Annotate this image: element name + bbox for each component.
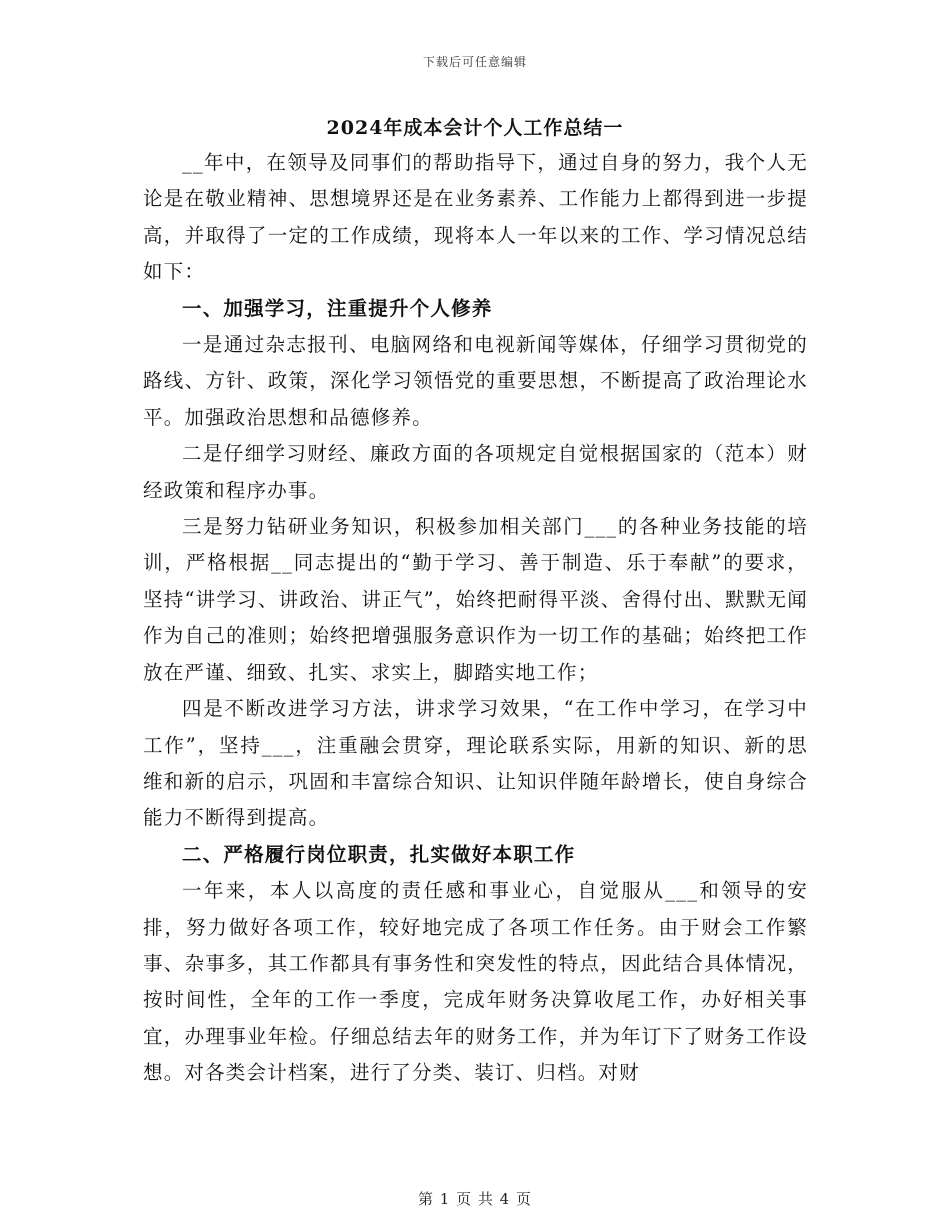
page-number: 第 1 页 共 4 页 [418, 1190, 532, 1208]
paragraph-study-2: 二是仔细学习财经、廉政方面的各项规定自觉根据国家的（范本）财经政策和程序办事。 [143, 442, 808, 502]
section-heading-1: 一、加强学习，注重提升个人修养 [182, 296, 493, 320]
paragraph-study-1: 一是通过杂志报刊、电脑网络和电视新闻等媒体，仔细学习贯彻党的路线、方针、政策，深化学习领悟党的重要思想，不断提高了政治理论水平。加强政治思想和品德修养。 [143, 333, 808, 429]
intro-paragraph: __年中，在领导及同事们的帮助指导下，通过自身的努力，我个人无论是在敬业精神、思想境界还是在业务素养、工作能力上都得到进一步提高，并取得了一定的工作成绩，现将本人一年以来的工作、学习情况总结如下： [143, 151, 808, 284]
paragraph-duties: 一年来，本人以高度的责任感和事业心，自觉服从___和领导的安排，努力做好各项工作，较好地完成了各项工作任务。由于财会工作繁事、杂事多，其工作都具有事务性和突发性的特点，因此结合具体情况，按时间性，全年的工作一季度，完成年财务决算收尾工作，办好相关事宜，办理事业年检。仔细总结去年的财务工作，并为年订下了财务工作设想。对各类会计档案，进行了分类、装订、归档。对财 [143, 879, 808, 1085]
page-header-note: 下载后可任意编辑 [422, 55, 527, 69]
paragraph-study-4: 四是不断改进学习方法，讲求学习效果，“在工作中学习，在学习中工作”，坚持___，注重融会贯穿，理论联系实际，用新的知识、新的思维和新的启示，巩固和丰富综合知识、让知识伴随年龄增长，使自身综合能力不断得到提高。 [143, 697, 808, 830]
document-body [143, 145, 808, 1092]
document-title: 2024年成本会计个人工作总结一 [326, 117, 624, 139]
section-heading-2: 二、严格履行岗位职责，扎实做好本职工作 [182, 842, 576, 866]
paragraph-study-3: 三是努力钻研业务知识，积极参加相关部门___的各种业务技能的培训，严格根据__同志提出的“勤于学习、善于制造、乐于奉献”的要求，坚持“讲学习、讲政治、讲正气”，始终把耐得平淡、舍得付出、默默无闻作为自己的准则；始终把增强服务意识作为一切工作的基础；始终把工作放在严谨、细致、扎实、求实上，脚踏实地工作； [143, 515, 808, 684]
